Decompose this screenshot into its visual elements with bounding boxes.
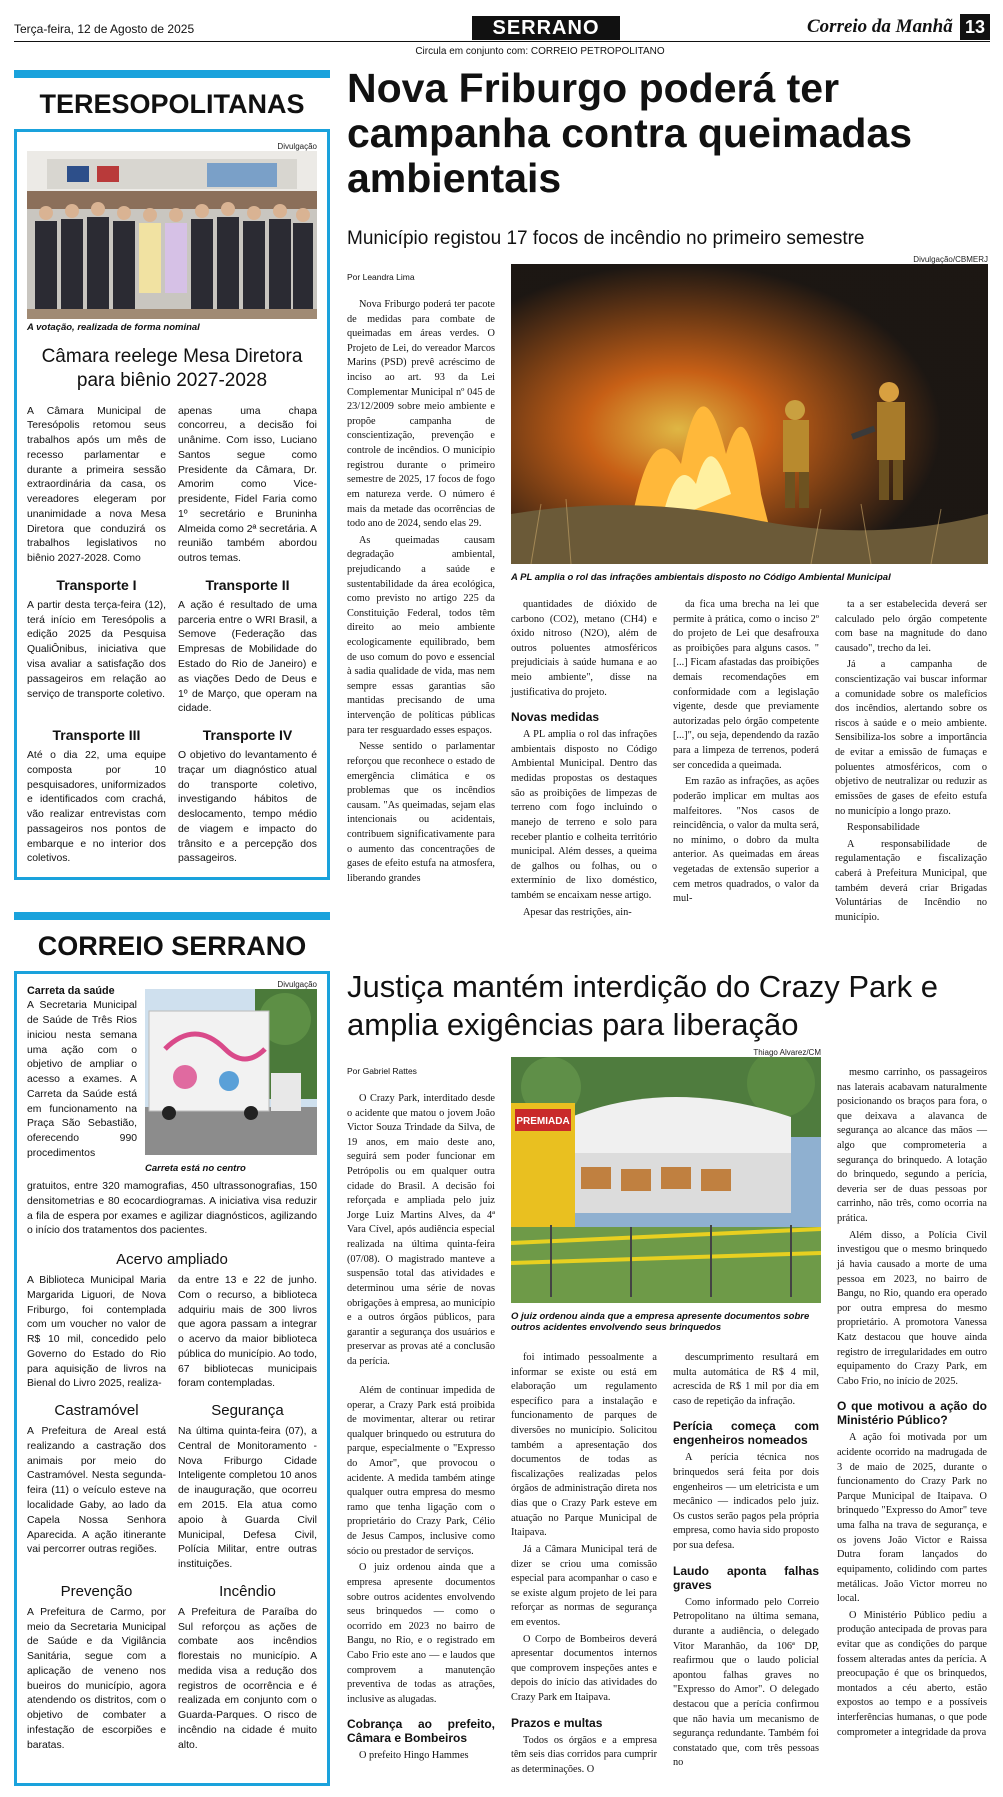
subheading: Perícia começa com engenheiros nomeados: [673, 1419, 819, 1448]
brief-text: A Prefeitura de Areal está realizando a castração dos animais por meio do Castramóvel. Nesta segunda-feira (11) o veículo esteve na localidade Gaby, ao lado da Capela Nossa Senhora Aparecida. A ação itinerante vai percorrer outras regiões.: [27, 1426, 166, 1556]
brief-grid-3: [27, 1392, 317, 1573]
paragraph: da fica uma brecha na lei que permite à prática, como o inciso 2º do projeto de Lei que desafrouxa as proibições para alguns casos. "[...] Ficam afastadas das proibições demais recomendações em conformidade com a legislação vigente, desde que previamente autorizadas pelo órgão competente [...]", ou seja, dependendo da razão para a limpeza de terrenos, poderá ser concedida a queimada.: [673, 599, 819, 771]
brief-text: A ação é resultado de uma parceria entre o WRI Brasil, a Semove (Federação das Empresas de Mobilidade do Estado do Rio de Janeiro) e as viações Dedo de Deus e 1º de Março, que operam na cidade.: [178, 599, 317, 715]
amusement-park-image: [511, 1057, 821, 1303]
wildfire-image: [511, 264, 988, 564]
brief-title: Transporte I: [56, 576, 137, 593]
paragraph: O prefeito Hingo Hammes: [359, 1750, 469, 1762]
premiada-sign: PREMIADA: [516, 1116, 570, 1127]
paragraph: Em razão as infrações, as ações poderão implicar em multas aos malfeitores. "Nos casos de reincidência, o valor da multa será, no mínimo, o dobro da multa anterior. As queimadas em áreas vegetadas de extensão superior a cem metros quadrados, o valor da mul-: [673, 776, 819, 905]
paragraph: A responsabilidade de regulamentação e fiscalização caberá à Prefeitura Municipal, que também deverá criar Brigadas Voluntárias de Incêndio no município.: [835, 838, 987, 923]
brief-title: Transporte IV: [202, 727, 293, 744]
photo-credit: Thiago Alvarez/CM: [753, 1048, 821, 1057]
council-photo: [27, 151, 317, 319]
health-truck-image: [145, 989, 317, 1155]
story2-column-2: [511, 1351, 657, 1779]
brief-text: Na última quinta-feira (07), a Central de Monitoramento - Nova Friburgo Cidade Inteligente completou 10 anos de inauguração, que ocorreu em 2015. Ela atua como apoio à Guarda Civil Municipal, Defesa Civil, Polícia Militar, entre outras instituições.: [178, 1426, 317, 1571]
photo-caption: A votação, realizada de forma nominal: [27, 322, 200, 333]
photo-caption: O juiz ordenou ainda que a empresa apresente documentos sobre outros acidentes envolvendo seus brinquedos: [511, 1311, 810, 1333]
story-text-right: apenas uma chapa concorreu, a decisão foi unânime. Com isso, Luciano Santos segue como Presidente da Câmara, Dr. Amorim como Vice-presidente, Fidel Faria como 1º secretário e Bruninha Almeida como 2ª secretária. A reunião também abordou outros temas.: [178, 405, 317, 565]
brief-text: O objetivo do levantamento é traçar um diagnóstico atual do transporte coletivo, investigando hábitos de deslocamento, tempo médio de viagem e impacto do trânsito e a percepção dos passageiros.: [178, 750, 317, 865]
story-columns: [27, 405, 317, 567]
paragraph: O juiz ordenou ainda que a empresa apresente documentos sobre outros acidentes envolvendo seus brinquedos — como o ocorrido em 2023 no bairro de Bangu, no Rio, e o registrado em Cabo Frio este ano — e laudos que comprovem a manutenção preventiva de todas as atrações, inclusive as alugadas.: [347, 1562, 495, 1705]
photo-credit: Divulgação: [277, 980, 317, 989]
circulation-note: Circula em conjunto com: CORREIO PETROPOLITANO: [415, 46, 665, 57]
paragraph: foi intimado pessoalmente a informar se existe ou está em elaboração um regulamento específico para a instalação e funcionamento de parques de diversões no município. Solicitou também a apresentação dos documentos de todas as fiscalizações realizadas pelos órgãos de administração direta nos dias que o Crazy Park esteve em atuação no Parque Municipal de Itaipava.: [511, 1352, 657, 1539]
byline: Por Leandra Lima: [347, 272, 415, 282]
carreta-rest: gratuitos, entre 320 mamografias, 450 ultrassonografias, 150 densitometrias e 80 ecocardiogramas. A iniciativa visa reduzir a fila de espera por exames e agilizar diagnósticos, agilizando o início dos tratamentos dos pacientes.: [27, 1181, 317, 1237]
paragraph: Já a campanha de conscientização vai buscar informar a comunidade sobre os malefícios dos incêndios, alertando sobre os riscos à saúde e o meio ambiente. Sensibiliza-los sobre a importância de evitar a emissão de fumaças e poluentes atmosféricos, com o objetivo de neutralizar ou reduzir as emissões de gases de efeito estufa no município a longo prazo.: [835, 659, 987, 817]
paragraph: As queimadas causam degradação ambiental, prejudicando a saúde e sustentabilidade da área ecológica, como previsto no artigo 225 da Constituição Federal, todos têm direito ao meio ambiente ecologicamente equilibrado, bem de uso comum do povo e essencial à sadia qualidade de vida, mas nem sempre essas garantias são mantidas precisando de uma intervenção de políticas públicas para ter resguardado esses espaços.: [347, 534, 495, 736]
brief-text: da entre 13 e 22 de junho. Com o recurso, a biblioteca adquiriu mais de 300 livros que agora passam a integrar o acervo da maior biblioteca pública do município. Ao todo, 67 bibliotecas municipais foram contempladas.: [178, 1275, 317, 1390]
fire-photo-block: [511, 255, 988, 589]
story-text-left: A Câmara Municipal de Teresópolis retomou seus trabalhos após um mês de recesso parlamentar e durante a primeira sessão extraordinária da casa, os vereadores elegeram por unanimidade a nova Mesa Diretora que conduzirá os trabalhos legislativos no biênio 2027-2028. Como: [27, 405, 166, 565]
brief-title: Castramóvel: [54, 1402, 139, 1420]
brief-text: A partir desta terça-feira (12), terá início em Teresópolis a edição 2025 da Pesquisa QualiÔnibus, iniciativa que visa avaliar a satisfação dos passageiros em relação ao serviço de transporte coletivo.: [27, 599, 166, 700]
byline: Por Gabriel Rattes: [347, 1066, 417, 1076]
story1-column-3: [673, 598, 819, 909]
paragraph: Apesar das restrições, ain-: [523, 906, 632, 918]
story1-column-2: [511, 598, 657, 922]
subheading: O que motivou a ação do Ministério Público?: [837, 1399, 987, 1428]
brief-title: Prevenção: [60, 1582, 133, 1600]
paragraph: Além de continuar impedida de operar, a Crazy Park está proibida de movimentar, alterar ou retirar qualquer brinquedo ou estrutura do parque, especialmente o "Expresso do Amor", que provocou o acidente. A medida também atinge qualquer outra empresa do mesmo ramo que tenha ligação com o proprietário do Crazy Park, Célio de Jesus Campos, inclusive como sócio ou prestador de serviços.: [347, 1385, 495, 1557]
acervo-columns: [27, 1274, 317, 1392]
paragraph: A PL amplia o rol das infrações ambientais disposto no Código Ambiental Municipal. Dentro das medidas propostas os destaques são as proibições de limpezas de terreno com fogo incluindo o manejo de terreno e solo para receber plantio e colheita território municipal. Além desses, a queima de galhos ou folhas, ou o extermínio de lixo doméstico, também se encaixam nesse artigo.: [511, 729, 657, 901]
subheading: Laudo aponta falhas graves: [673, 1563, 819, 1592]
column-title: CORREIO SERRANO: [37, 931, 307, 961]
park-photo-block: [511, 1048, 821, 1339]
photo-credit: Divulgação: [277, 142, 317, 151]
sidebar-headline: Câmara reelege Mesa Diretora para biênio 2027-2028: [41, 346, 303, 391]
teresopolitanas-column: [14, 70, 330, 880]
page-header: [14, 14, 990, 44]
paragraph: O Crazy Park, interditado desde o acidente que matou o jovem João Victor Souza Trindade da Silva, de 19 anos, em maio deste ano, seguirá sem poder funcionar em Petrópolis ou em qualquer outra cidade do Brasil. A decisão foi reforçada e ampliada pelo juiz Jorge Luiz Martins Alves, da 4ª Vara Cível, após audiência especial realizada na última quinta-feira (07/08). O magistrado manteve a suspensão total das atividades e determinou uma série de novas obrigações à empresa, ao município e a outros órgãos públicos, para garantir a segurança dos usuários e preservar as provas até a conclusão da perícia.: [347, 1093, 495, 1367]
paragraph: A ação foi motivada por um acidente ocorrido na madrugada de 3 de maio de 2025, durante o funcionamento do Crazy Park no Parque Municipal de Itaipava. O brinquedo "Expresso do Amor" teve uma falha na trava de segurança, e os jovens João Victor e Raissa Dutra foram lançados do equipamento, colidindo com partes metálicas. João Victor morreu no local.: [837, 1432, 987, 1605]
brief-grid-4: [27, 1573, 317, 1754]
header-rule: [14, 41, 990, 42]
brief-title: Segurança: [211, 1402, 284, 1420]
subheading: Prazos e multas: [511, 1715, 603, 1730]
paragraph: quantidades de dióxido de carbono (CO2), metano (CH4) e óxido nitroso (N2O), além de outros poluentes atmosféricos prejudiciais à saúde humana e ao meio ambiente", disse na justificativa do projeto.: [511, 599, 657, 698]
subheading: Novas medidas: [511, 710, 600, 725]
section-label: SERRANO: [472, 16, 620, 40]
column-box: [14, 971, 330, 1786]
photo-caption: A PL amplia o rol das infrações ambientais disposto no Código Ambiental Municipal: [511, 572, 891, 583]
paragraph: ta a ser estabelecida deverá ser calculado pelo órgão competente com base na magnitude do dano causado", trecho da lei.: [835, 599, 987, 654]
story1-headline: Nova Friburgo poderá ter campanha contra queimadas ambientais: [347, 65, 913, 201]
brief-title: Incêndio: [219, 1582, 276, 1600]
accent-bar: [14, 912, 330, 920]
story1-column-1: [347, 272, 495, 888]
story2-column-1-continued: [347, 1384, 495, 1766]
page-number: 13: [960, 14, 990, 40]
carreta-lead: A Secretaria Municipal de Saúde de Três Rios iniciou nesta semana uma ação com o objetivo de ampliar o acesso a exames. A Carreta da Saúde está em funcionamento na Praça São Sebastião, oferecendo 990 procedimentos: [27, 1000, 137, 1159]
column-box: [14, 129, 330, 880]
paragraph: Além disso, a Polícia Civil investigou que o mesmo brinquedo já havia causado a morte de uma pessoa em 2023, no bairro de Bangu, no Rio, quando era operado por outra empresa do mesmo proprietário. A promotora Vanessa Katz destacou que houve ainda registro de irregularidades em outro equipamento do Crazy Park, em Cabo Frio, no início de 2025.: [837, 1229, 987, 1387]
paragraph: Todos os órgãos e a empresa têm seis dias corridos para cumprir as determinações. O: [511, 1734, 657, 1775]
paragraph: Como informado pelo Correio Petropolitano na última semana, durante a audiência, o delegado Vitor Maranhão, da 106ª DP, reafirmou que o laudo policial apontou falhas graves no "Expresso do Amor". O delegado destacou que a perícia confirmou que não havia um mecanismo de segurança redundante. Também foi constatado que, com três pessoas no: [673, 1596, 819, 1769]
story2-column-4: [837, 1066, 987, 1742]
council-group-image: [27, 151, 317, 319]
story2-column-1: [347, 1066, 495, 1372]
story2-headline: Justiça mantém interdição do Crazy Park e amplia exigências para liberação: [347, 969, 938, 1042]
brief-title: Carreta da saúde: [27, 985, 115, 997]
subheading: Cobrança ao prefeito, Câmara e Bombeiros: [347, 1717, 495, 1746]
paragraph: O Corpo de Bombeiros deverá apresentar documentos internos que comprovem inspeções antes e depois do início das atividades do Crazy Park em Itaipava.: [511, 1633, 657, 1704]
brief-text: A Biblioteca Municipal Maria Margarida Liguori, de Nova Friburgo, foi contemplada com um voucher no valor de R$ 10 mil, concedido pelo Governo do Estado do Rio para aquisição de livros na Bienal do Livro 2025, realiza-: [27, 1275, 166, 1390]
newspaper-brand: Correio da Manhã: [807, 16, 953, 37]
brief-title: Transporte III: [52, 727, 141, 744]
brief-text: Até o dia 22, uma equipe composta por 10 pesquisadores, uniformizados e identificados com crachá, vão realizar entrevistas com passageiros nos pontos de embarque e no interior dos coletivos.: [27, 750, 166, 865]
photo-credit: Divulgação/CBMERJ: [913, 255, 988, 264]
correio-serrano-column: [14, 912, 330, 1786]
truck-photo-block: [145, 980, 317, 1180]
story1-column-4: [835, 598, 987, 927]
issue-date: Terça-feira, 12 de Agosto de 2025: [14, 22, 195, 36]
column-title: TERESOPOLITANAS: [39, 89, 305, 119]
paragraph: Já a Câmara Municipal terá de dizer se criou uma comissão especial para acompanhar o caso e se existe algum projeto de lei para reforçar as normas de segurança em eventos.: [511, 1543, 657, 1628]
photo-caption: Carreta está no centro: [145, 1163, 246, 1174]
paragraph: O Ministério Público pediu a produção antecipada de provas para evitar que as condições do parque fossem alteradas antes da perícia. A preocupação é que os brinquedos, montados a céu aberto, estão expostos ao tempo e a possíveis interferências humanas, o que pode comprometer a integridade da prova: [837, 1609, 987, 1738]
paragraph: mesmo carrinho, os passageiros nas laterais acabavam naturalmente posicionando os braços para fora, o que deixava a alavanca de segurança ao alcance das mãos — algo que comprometeria a segurança do brinquedo. A lotação do brinquedo, segundo a perícia, deveria ser de duas pessoas por carrinho, não três, como ocorria na prática.: [837, 1067, 987, 1225]
brief-text: A Prefeitura de Carmo, por meio da Secretaria Municipal de Saúde e da Vigilância Sanitária, segue com a aplicação de veneno nos bueiros do município, agora atendendo os distritos, com o objetivo de combater a infestação de escorpiões e baratas.: [27, 1606, 166, 1751]
brief-text: A Prefeitura de Paraíba do Sul reforçou as ações de combate aos incêndios florestais no município. A medida visa a redução dos registros de ocorrência e é realizada em conjunto com o Guarda-Parques. O risco de incêndio na cidade é muito alto.: [178, 1606, 317, 1751]
brief-grid-2: [27, 717, 317, 867]
brief-grid-1: [27, 567, 317, 717]
story2-column-3: [673, 1351, 819, 1773]
paragraph: Nova Friburgo poderá ter pacote de medidas para combate de queimadas em áreas verdes. O Projeto de Lei, do vereador Marcos Marins (PSD) prevê acréscimo de inciso ao art. 93 da Lei Complementar Municipal nº 045 de 23/12/2009 sobre meio ambiente e propõe campanha de conscientização, prevenção e controle de incêndios. O município registrou durante o primeiro semestre de 2025, 17 focos de fogo em natureza verde. O número é mais da metade das ocorrências de todo ano de 2024, sendo elas 29.: [347, 299, 495, 530]
story1-deck: Município registou 17 focos de incêndio no primeiro semestre: [347, 228, 865, 249]
paragraph: descumprimento resultará em multa automática de R$ 4 mil, acrescida de R$ 1 mil por dia em caso de repetição da infração.: [673, 1352, 819, 1407]
accent-bar: [14, 70, 330, 78]
paragraph: Nesse sentido o parlamentar reforçou que reconhece o estado de emergência climática e os problemas que os incêndios causam. "As queimadas, sejam elas intencionais ou acidentais, contribuem significativamente para o aumento das concentrações de gases de efeito estufa na atmosfera, liberando grandes: [347, 741, 495, 884]
paragraph: Responsabilidade: [847, 822, 920, 834]
brief-title: Acervo ampliado: [116, 1251, 228, 1269]
paragraph: A perícia técnica nos brinquedos será feita por dois engenheiros — um eletricista e um mecânico — indicados pelo juiz. Os custos serão pagos pela própria empresa, como havia sido proposto por sua defesa.: [673, 1452, 819, 1552]
brief-title: Transporte II: [205, 576, 290, 593]
